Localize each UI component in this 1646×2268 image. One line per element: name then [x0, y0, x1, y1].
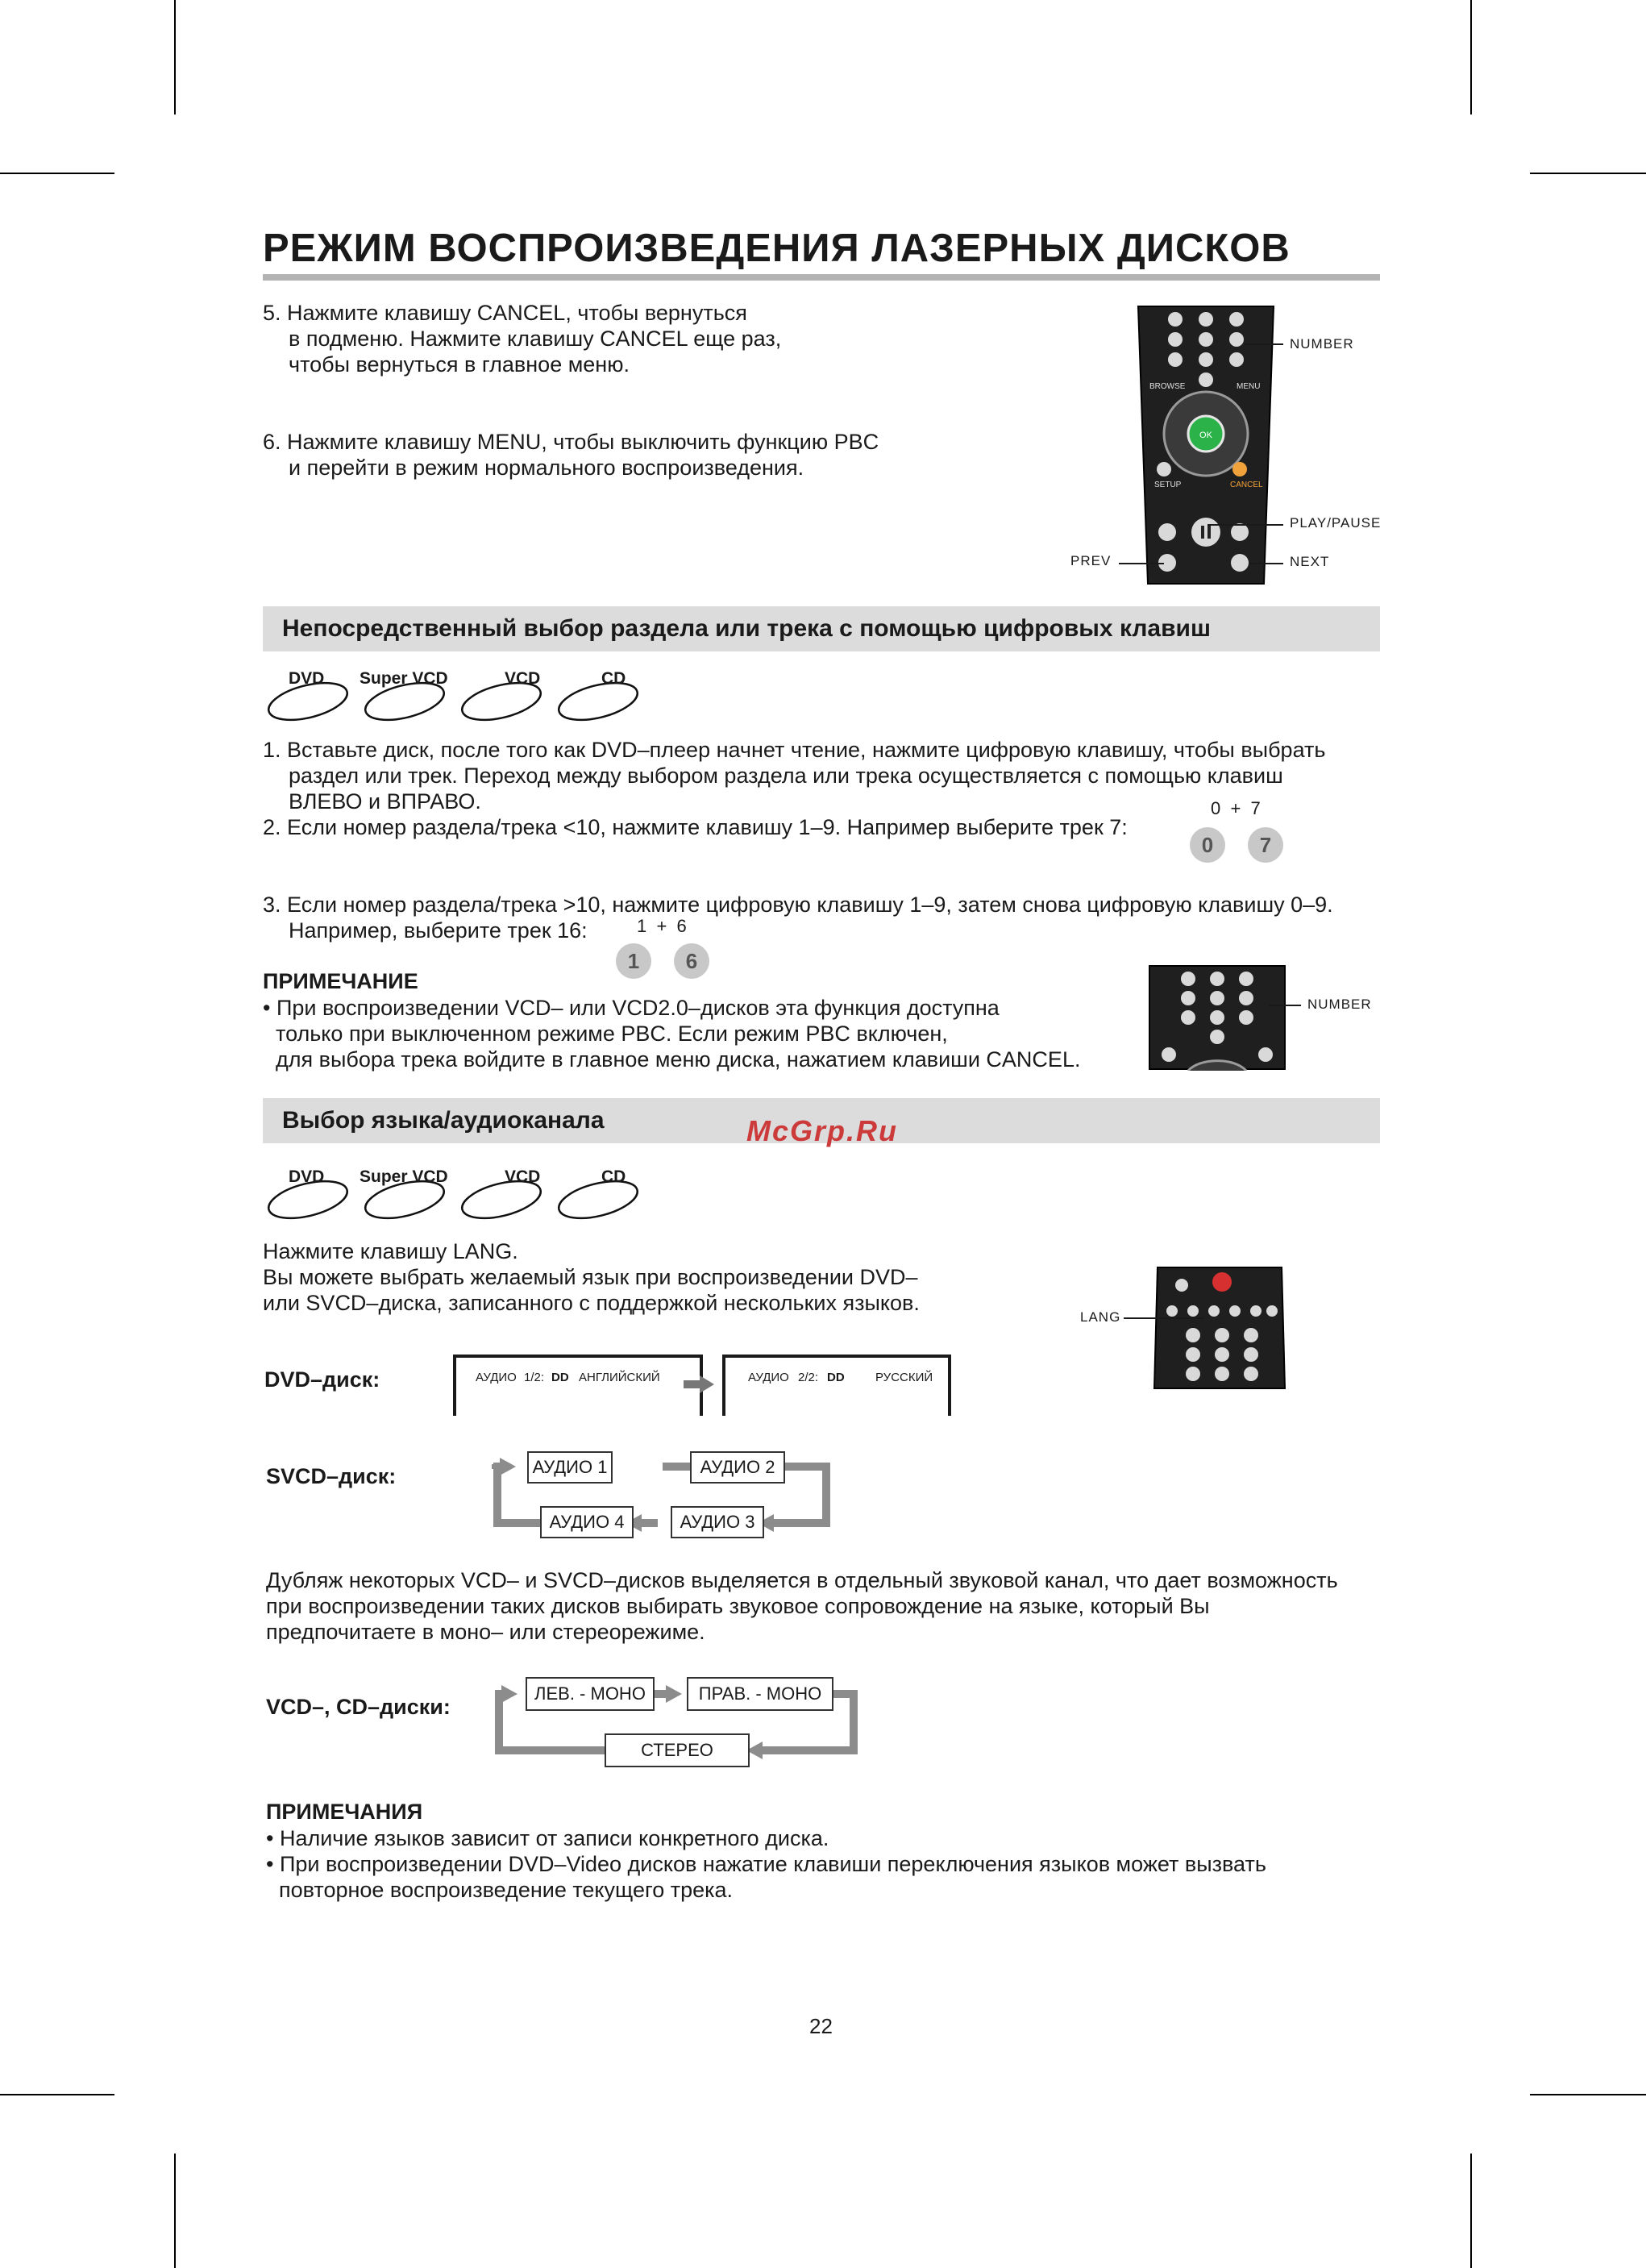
- disc-label: Super VCD: [360, 1167, 448, 1186]
- disc-icons-row: [266, 669, 669, 721]
- osd-screen: [722, 1355, 951, 1416]
- arrow-right-icon: [684, 1375, 714, 1393]
- lang-intro-line: Нажмите клавишу LANG.: [263, 1239, 518, 1263]
- crop-mark: [1530, 2094, 1646, 2095]
- step-5-line: в подменю. Нажмите клавишу CANCEL еще раз,: [289, 327, 782, 351]
- lang-intro-line: или SVCD–диска, записанного с поддержкой нескольких языков.: [263, 1291, 920, 1315]
- osd-track: 1/2:: [524, 1371, 545, 1384]
- browse-label: BROWSE: [1149, 382, 1186, 391]
- key-caption: 0 + 7: [1211, 798, 1261, 818]
- menu-label: MENU: [1237, 382, 1261, 391]
- disc-label: VCD: [505, 1167, 541, 1186]
- svcd-audio-1: АУДИО 1: [527, 1451, 613, 1484]
- key-caption: 1 + 6: [637, 916, 687, 936]
- key-6: 6: [674, 943, 709, 979]
- leader-line: [1119, 563, 1164, 564]
- notes-line: • Наличие языков зависит от записи конкретного диска.: [266, 1826, 829, 1850]
- dvd-label: DVD–диск:: [264, 1367, 380, 1392]
- number-callout: NUMBER: [1307, 997, 1372, 1012]
- disc-label: DVD: [289, 1167, 325, 1186]
- ok-button-label: OK: [1199, 431, 1212, 440]
- dolby-icon: DD: [551, 1371, 569, 1384]
- disc-label: VCD: [505, 669, 541, 688]
- svcd-audio-2: АУДИО 2: [690, 1451, 785, 1484]
- step-6: [263, 429, 879, 481]
- note-line: • При воспроизведении VCD– или VCD2.0–дисков эта функция доступна: [263, 996, 1000, 1020]
- leader-line: [1124, 1317, 1204, 1319]
- cancel-label: CANCEL: [1230, 481, 1263, 489]
- disc-label: CD: [601, 669, 626, 688]
- leader-line: [1269, 1005, 1301, 1006]
- item-1-line: ВЛЕВО и ВПРАВО.: [289, 789, 481, 814]
- disc-label: DVD: [289, 669, 325, 688]
- osd-language: АНГЛИЙСКИЙ: [579, 1371, 660, 1384]
- vcd-label: VCD–, CD–диски:: [266, 1695, 451, 1719]
- dub-line: предпочитаете в моно– или стереорежиме.: [266, 1620, 705, 1644]
- osd-screen: [453, 1355, 703, 1416]
- svcd-audio-3: АУДИО 3: [671, 1506, 764, 1538]
- disc-label: CD: [601, 1167, 626, 1186]
- lang-intro-line: Вы можете выбрать желаемый язык при воспроизведении DVD–: [263, 1265, 918, 1289]
- vcd-left-mono: ЛЕВ. - МОНО: [526, 1677, 655, 1711]
- item-3-line: 3. Если номер раздела/трека >10, нажмите цифровую клавишу 1–9, затем снова цифровую клавишу 0–9.: [263, 893, 1333, 917]
- item-1: [263, 737, 1325, 814]
- leader-line: [1249, 563, 1283, 564]
- osd-track: 2/2:: [798, 1371, 819, 1384]
- lang-intro: [263, 1238, 920, 1316]
- crop-mark: [1470, 0, 1472, 114]
- remote-keypad-illustration: [1148, 964, 1286, 1071]
- item-1-line: 1. Вставьте диск, после того как DVD–плеер начнет чтение, нажмите цифровую клавишу, чтобы выбрать: [263, 738, 1326, 762]
- lang-callout: LANG: [1080, 1309, 1121, 1325]
- play-pause-icon: [1191, 518, 1220, 547]
- osd-language: РУССКИЙ: [875, 1371, 933, 1384]
- crop-mark: [1470, 2154, 1472, 2268]
- note-text: [263, 995, 1080, 1072]
- osd-audio: АУДИО: [476, 1371, 517, 1384]
- item-1-line: раздел или трек. Переход между выбором раздела или трека осуществляется с помощью клавиш: [289, 764, 1283, 788]
- section-heading-band: [263, 606, 1380, 651]
- cancel-icon: [1232, 462, 1247, 476]
- note-line: только при выключенном режиме PBC. Если режим PBC включен,: [276, 1022, 948, 1046]
- notes-line: повторное воспроизведение текущего трека.: [279, 1878, 734, 1902]
- item-3: [263, 892, 1333, 943]
- leader-line: [1245, 343, 1283, 345]
- item-3-line: Например, выберите трек 16:: [289, 918, 588, 943]
- prev-callout: PREV: [1070, 553, 1112, 568]
- crop-mark: [174, 2154, 176, 2268]
- dub-text: [266, 1567, 1338, 1645]
- svcd-audio-4: АУДИО 4: [540, 1506, 634, 1538]
- step-6-line: 6. Нажмите клавишу MENU, чтобы выключить функцию PBC: [263, 430, 879, 454]
- step-6-line: и перейти в режим нормального воспроизведения.: [289, 456, 804, 480]
- leader-line: [1207, 524, 1283, 526]
- dub-line: Дубляж некоторых VCD– и SVCD–дисков выделяется в отдельный звуковой канал, что дает возможность: [266, 1568, 1338, 1592]
- crop-mark: [0, 173, 114, 174]
- disc-icon: [556, 1172, 645, 1221]
- title-underline: [263, 274, 1380, 281]
- key-1: 1: [616, 943, 651, 979]
- disc-label: Super VCD: [360, 669, 448, 688]
- play-pause-callout: PLAY/PAUSE: [1290, 515, 1382, 531]
- svcd-label: SVCD–диск:: [266, 1464, 397, 1488]
- step-5: [263, 300, 781, 377]
- key-0: 0: [1190, 827, 1225, 863]
- note-line: для выбора трека войдите в главное меню диска, нажатием клавиши CANCEL.: [276, 1047, 1081, 1072]
- remote-lang-illustration: [1151, 1264, 1288, 1392]
- setup-label: SETUP: [1154, 481, 1182, 489]
- notes-line: • При воспроизведении DVD–Video дисков нажатие клавиши переключения языков может вызвать: [266, 1852, 1266, 1876]
- dub-line: при воспроизведении таких дисков выбирать звуковое сопровождение на языке, который Вы: [266, 1594, 1210, 1618]
- watermark: McGrp.Ru: [746, 1114, 899, 1147]
- disc-icons-row: [266, 1167, 669, 1219]
- disc-icon: [556, 674, 645, 722]
- crop-mark: [1530, 173, 1646, 174]
- osd-audio: АУДИО: [748, 1371, 789, 1384]
- key-7: 7: [1248, 827, 1283, 863]
- note-title: ПРИМЕЧАНИЕ: [263, 969, 418, 993]
- power-icon: [1212, 1272, 1232, 1292]
- step-5-line: чтобы вернуться в главное меню.: [289, 352, 630, 377]
- crop-mark: [0, 2094, 114, 2095]
- crop-mark: [174, 0, 176, 114]
- number-callout: NUMBER: [1290, 336, 1354, 352]
- section-heading: Непосредственный выбор раздела или трека с помощью цифровых клавиш: [282, 615, 1211, 642]
- dolby-icon: DD: [827, 1371, 845, 1384]
- notes-text: [266, 1825, 1266, 1903]
- section-heading: Выбор языка/аудиоканала: [282, 1107, 605, 1134]
- step-5-line: 5. Нажмите клавишу CANCEL, чтобы вернуться: [263, 301, 747, 325]
- page-title: РЕЖИМ ВОСПРОИЗВЕДЕНИЯ ЛАЗЕРНЫХ ДИСКОВ: [263, 227, 1291, 270]
- vcd-right-mono: ПРАВ. - МОНО: [687, 1677, 833, 1711]
- next-callout: NEXT: [1290, 554, 1330, 569]
- remote-control-illustration: [1135, 303, 1277, 587]
- item-2: 2. Если номер раздела/трека <10, нажмите клавишу 1–9. Например выберите трек 7:: [263, 815, 1128, 839]
- notes-title: ПРИМЕЧАНИЯ: [266, 1800, 423, 1824]
- vcd-stereo: СТЕРЕО: [605, 1733, 750, 1767]
- page-number: 22: [809, 2014, 833, 2038]
